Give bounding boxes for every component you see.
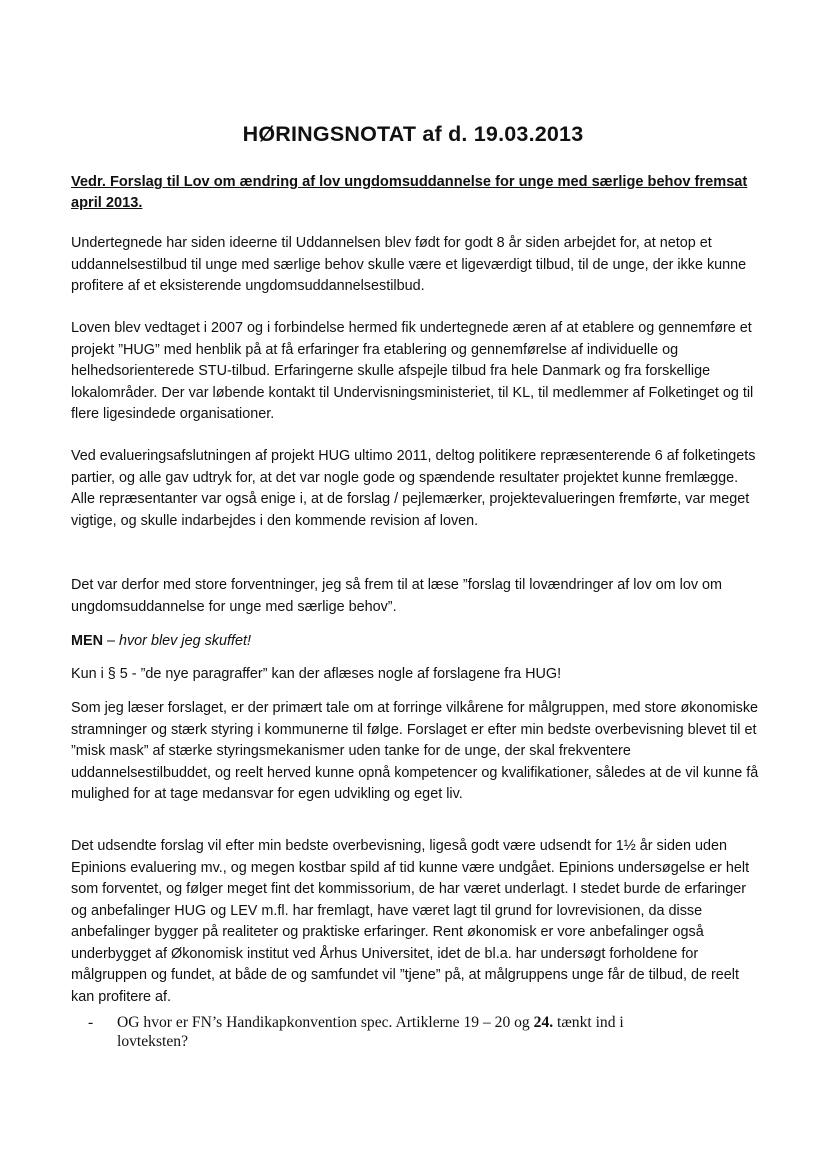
paragraph-5 (71, 631, 761, 653)
paragraph-8: Det udsendte forslag vil efter min bedste overbevisning, ligeså godt være udsendt for 1½ år siden uden Epinions evaluering mv., og megen kostbar spild af tid kunne være undgået. Epinions undersøgelse er helt som forventet, og følger meget fint det kommissorium, de har været underlagt. I stedet burde de erfaringer og anbefalinger HUG og LEV m.fl. har fremlagt, have været lagt til grund for lovrevisionen, da disse anbefalinger bygger på realiteter og praktiske erfaringer. Rent økonomisk er vore anbefalinger også underbygget af Økonomisk institut ved Århus Universitet, idet de bl.a. har undersøgt forholdene for målgruppen og fundet, at både de og samfundet vil ”tjene” på, at målgruppens unge får de tilbud, de reelt kan profitere af. (71, 838, 750, 1005)
paragraph-6: Kun i § 5 - ”de nye paragraffer” kan der aflæses nogle af forslagene fra HUG! (71, 666, 562, 682)
paragraph-2: Loven blev vedtaget i 2007 og i forbindelse hermed fik undertegnede æren af at etablere og gennemføre et projekt ”HUG” med henblik på at få erfaringer fra etablering og gennemførelse af individuelle og helhedsorienterede STU-tilbud. Erfaringerne skulle afspejle tilbud fra hele Danmark og fra forskellige lokalområder. Der var løbende kontakt til Undervisningsministeriet, til KL, til medlemmer af Folketinget og til flere ligesindede organisationer. (71, 320, 754, 422)
paragraph-7: Som jeg læser forslaget, er der primært tale om at forringe vilkårene for målgruppen, med store økonomiske stramninger og stærk styring i kommunerne til følge. Forslaget er efter min bedste overbevisning blevet til et ”misk mask” af stærke styringsmekanismer uden tanke for de unge, der skal frekventere uddannelsestilbuddet, og reelt herved kunne opnå kompetencer og kvalifikationer, således at de vil kunne få mulighed for at tage medansvar for egen udvikling og eget liv. (71, 700, 759, 802)
paragraph-1: Undertegnede har siden ideerne til Uddannelsen blev født for godt 8 år siden arbejdet for, at netop et uddannelsestilbud til unge med særlige behov skulle være et ligeværdigt tilbud, til de unge, der ikke kunne profitere af et eksisterende ungdomsuddannelsestilbud. (71, 235, 747, 294)
bullet-text-a: OG hvor er FN’s Handikapkonvention spec. Artiklerne 19 – 20 og (117, 1014, 534, 1031)
men-bold: MEN (71, 633, 103, 649)
men-dash: – (102, 633, 119, 649)
bullet-text-b: tænkt ind i lovteksten? (117, 1014, 624, 1050)
bullet-text-bold: 24. (533, 1014, 554, 1031)
paragraph-4: Det var derfor med store forventninger, jeg så frem til at læse ”forslag til lovændringer af lov om lov om ungdomsuddannelse for unge med særlige behov”. (71, 577, 723, 615)
paragraph-3: Ved evalueringsafslutningen af projekt HUG ultimo 2011, deltog politikere repræsenterende 6 af folketingets partier, og alle gav udtryk for, at det var nogle gode og spændende resultater projektet kunne fremlægge. Alle repræsentanter var også enige i, at de forslag / pejlemærker, projektevalueringen fremførte, var meget vigtige, og skulle indarbejdes i den kommende revision af loven. (71, 448, 756, 529)
subject-line: Vedr. Forslag til Lov om ændring af lov ungdomsuddannelse for unge med særlige behov fremsat april 2013. (71, 174, 748, 211)
men-italic: hvor blev jeg skuffet! (118, 633, 251, 649)
bullet-dash: - (88, 1014, 94, 1031)
document-title: HØRINGSNOTAT af d. 19.03.2013 (242, 122, 584, 146)
bullet-text (117, 1013, 677, 1051)
